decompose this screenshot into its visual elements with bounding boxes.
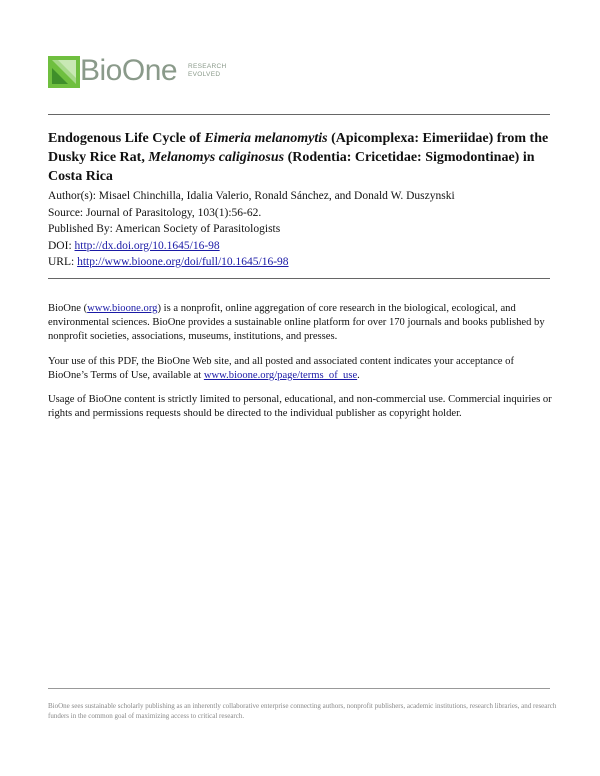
- doi-link[interactable]: http://dx.doi.org/10.1645/16-98: [74, 239, 220, 252]
- terms-text: .: [357, 369, 360, 381]
- logo-wordmark: BioOne: [80, 54, 178, 87]
- doi-line: [48, 238, 553, 255]
- logo-tagline-line1: RESEARCH: [188, 63, 227, 70]
- title-part: Endogenous Life Cycle of: [48, 131, 205, 146]
- url-link[interactable]: http://www.bioone.org/doi/full/10.1645/16-98: [77, 256, 289, 268]
- authors-line: Author(s): Misael Chinchilla, Idalia Valerio, Ronald Sánchez, and Donald W. Duszynski: [48, 190, 455, 202]
- about-paragraph: [48, 302, 553, 345]
- title-species-name: Eimeria melanomytis: [204, 131, 328, 146]
- top-divider: [48, 114, 550, 115]
- bioone-home-link[interactable]: www.bioone.org: [87, 303, 158, 314]
- title-host-name: Melanomys caliginosus: [148, 150, 285, 165]
- url-line: [48, 254, 553, 271]
- terms-paragraph: [48, 355, 553, 383]
- usage-paragraph: Usage of BioOne content is strictly limited to personal, educational, and non-commercial use. Commercial inquiries or rights and permissions requests should be directed to the individual publisher as copyright holder.: [48, 394, 552, 420]
- publisher-line: Published By: American Society of Parasitologists: [48, 223, 281, 235]
- title-part: (Rodentia: Cricetidae: Sigmodontinae) in Costa Rica: [48, 150, 535, 184]
- article-metadata: [48, 188, 553, 271]
- footer-text: BioOne sees sustainable scholarly publishing as an inherently collaborative enterprise connecting authors, nonprofit publishers, academic institutions, research libraries, and research funders in the common goal of maximizing access to critical research.: [48, 702, 557, 720]
- terms-of-use-link[interactable]: www.bioone.org/page/terms_of_use: [203, 369, 358, 381]
- article-title: [48, 129, 553, 186]
- about-text: ) is a nonprofit, online aggregation of core research in the biological, ecological, and environmental sciences. BioOne provides a sustainable online platform for over 170 journals and books published by nonprofit societies, associations, museums, institutions, and presses.: [48, 303, 545, 343]
- source-line: Source: Journal of Parasitology, 103(1):56-62.: [48, 206, 262, 219]
- bioone-logo: [48, 56, 238, 94]
- about-text: BioOne (: [48, 303, 88, 314]
- logo-tagline-line2: EVOLVED: [188, 71, 221, 78]
- bioone-notice: [48, 302, 553, 431]
- bioone-leaf-icon: [48, 56, 80, 88]
- title-part: (Apicomplexa: Eimeriidae) from the Dusky Rice Rat,: [48, 131, 549, 165]
- middle-divider: [48, 278, 550, 279]
- terms-text: Your use of this PDF, the BioOne Web site, and all posted and associated content indicates your acceptance of BioOne’s Terms of Use, available at: [48, 355, 514, 381]
- url-label: URL:: [48, 256, 78, 268]
- doi-label: DOI:: [48, 239, 75, 252]
- footer-divider: [48, 688, 550, 689]
- logo-tagline: [188, 63, 248, 79]
